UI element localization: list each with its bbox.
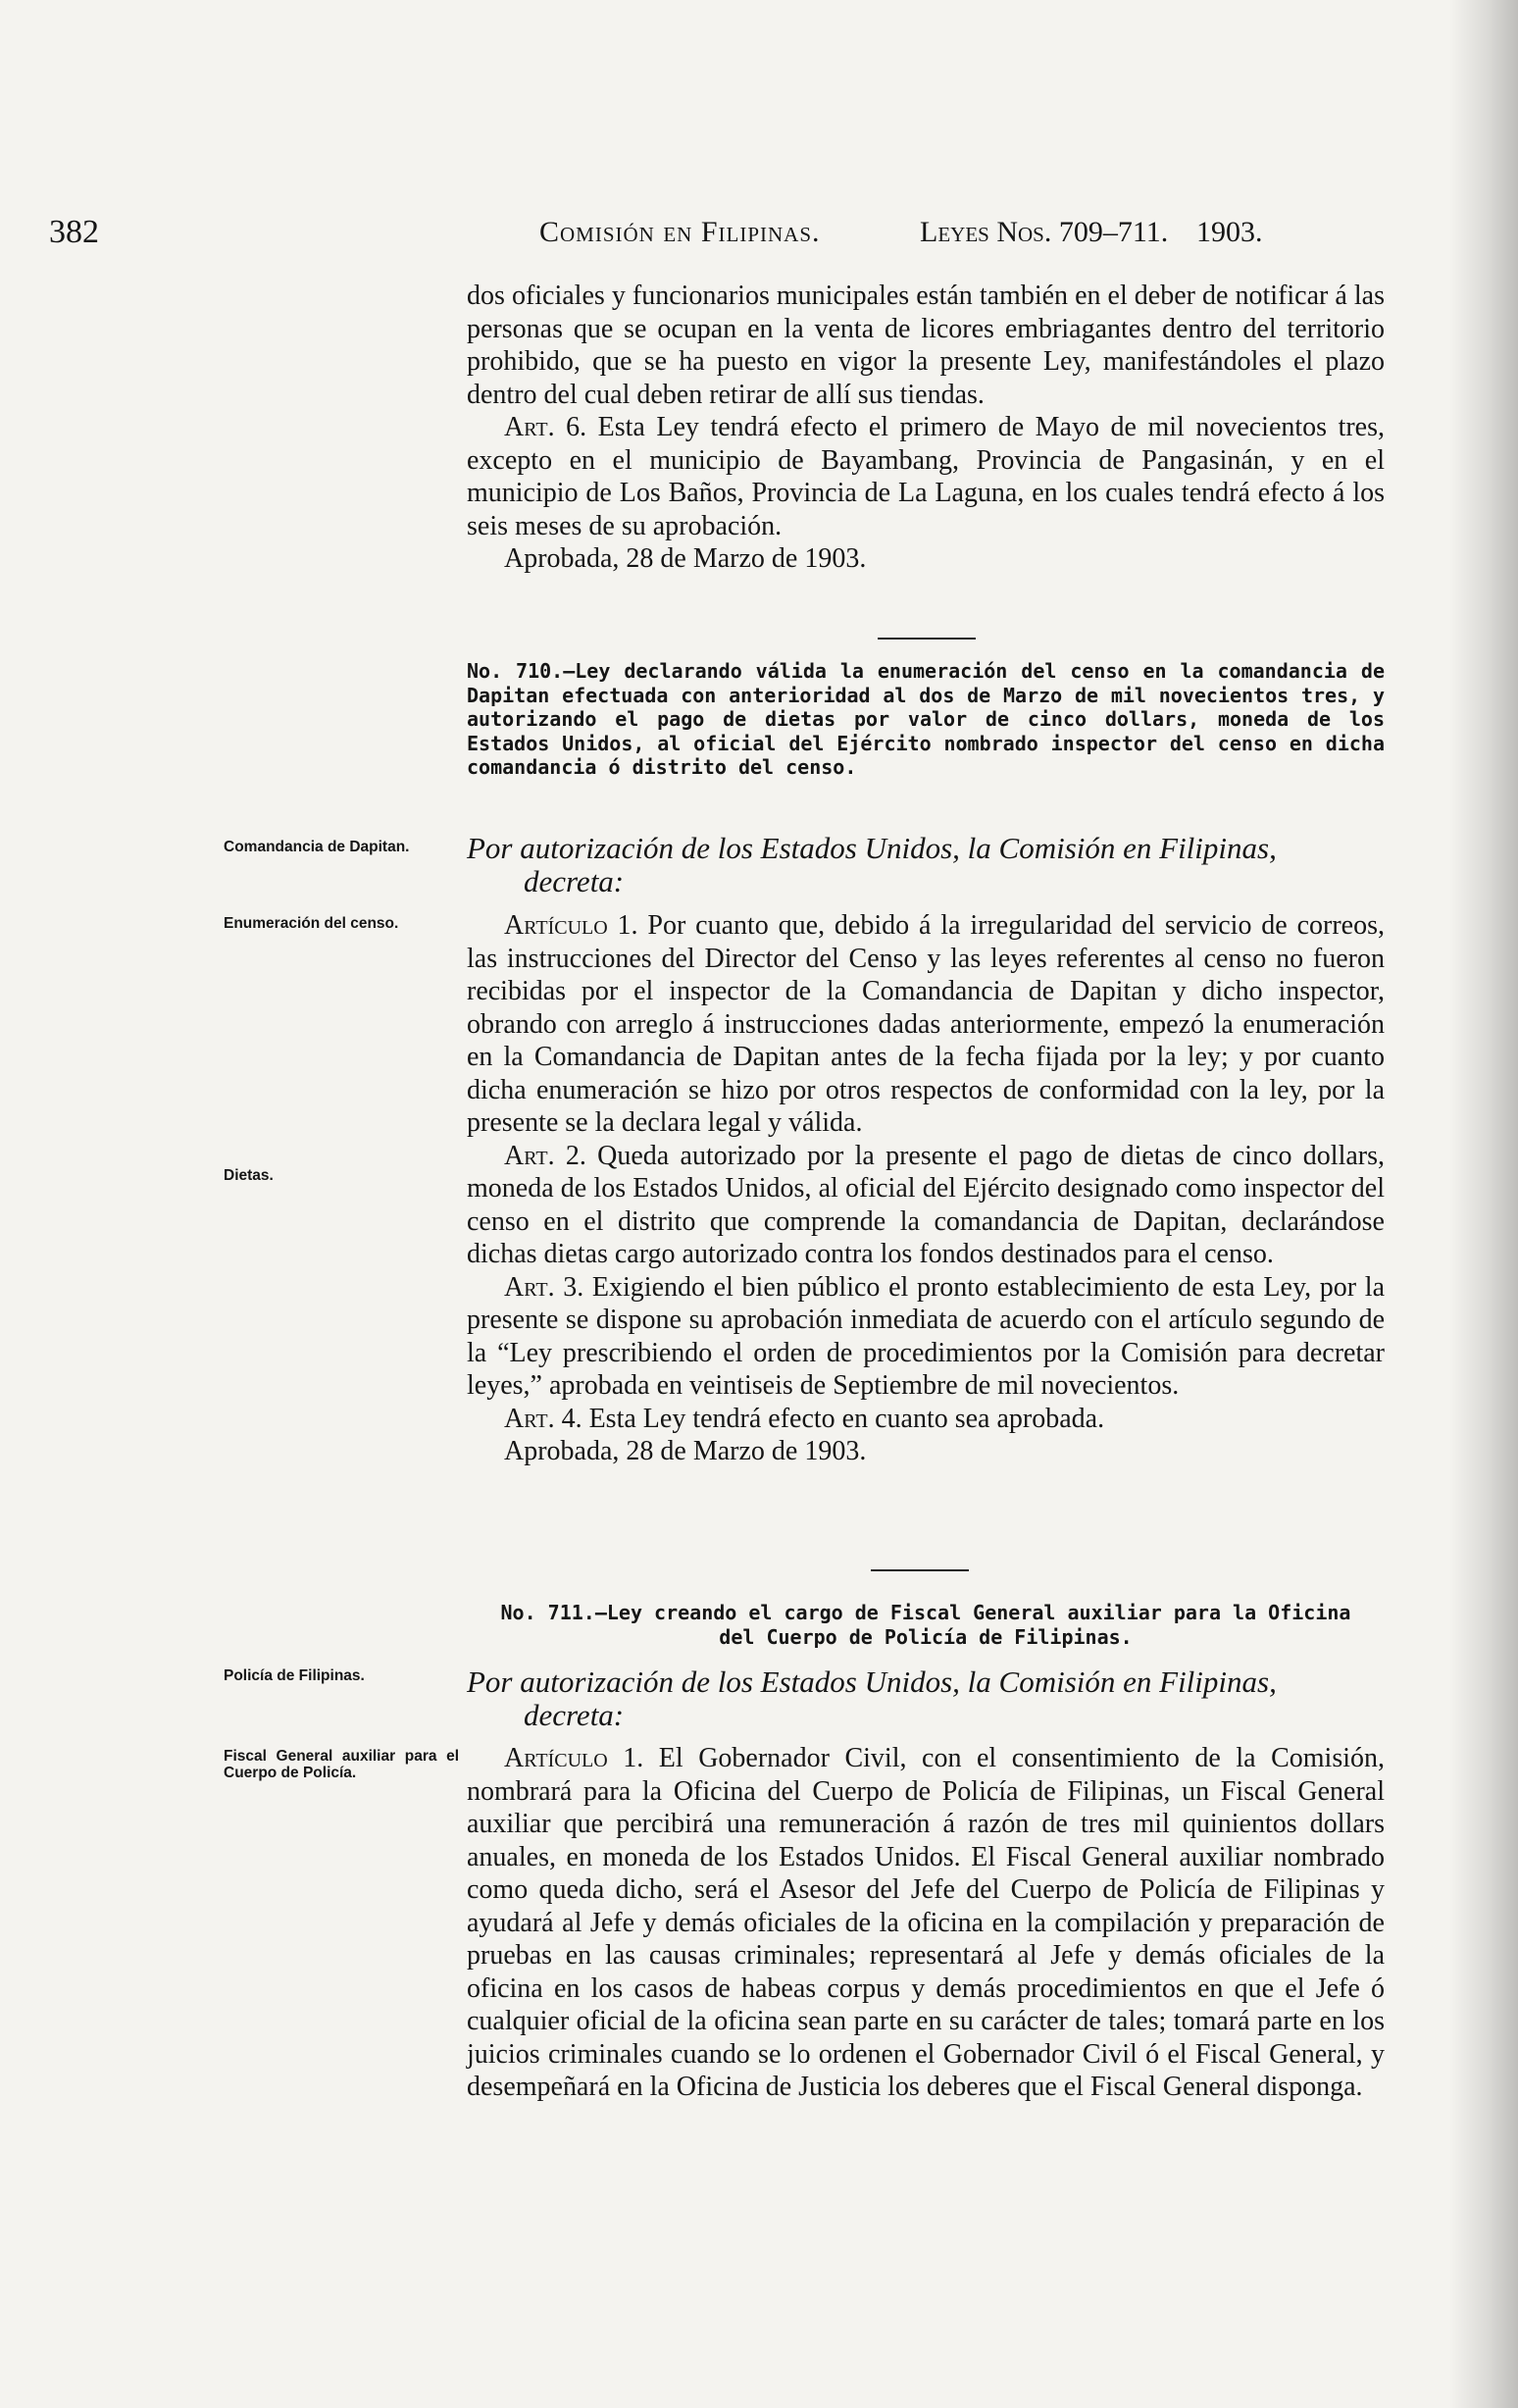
header-title: Comisión en Filipinas. bbox=[539, 216, 821, 248]
article-text: El Gobernador Civil, con el consentimiento de la Comisión, nombrará para la Oficina del Cuerpo de Policía de Filipinas, un Fiscal General auxiliar que percibirá una remuneración á razón de tres mil quinientos dollars anuales, en moneda de los Estados Unidos. El Fiscal General auxiliar nombrado como queda dicho, será el Asesor del Jefe del Cuerpo de Policía de Filipinas y ayudará al Jefe y demás oficiales de la oficina en la compilación y preparación de pruebas en las causas criminales; representará al Jefe y demás oficiales de la oficina en los casos de habeas corpus y demás procedimientos en que el Jefe ó cualquier oficial de la oficina sean parte en su carácter de tales; tomará parte en los juicios criminales cuando se lo ordenen el Gobernador Civil ó el Fiscal General, y desempeñará en la Oficina de Justicia los deberes que el Fiscal General disponga. bbox=[467, 1743, 1385, 2102]
law-711-heading bbox=[467, 1601, 1385, 1649]
margin-note-enumeracion: Enumeración del censo. bbox=[224, 915, 399, 932]
article-label: Art. 2. bbox=[504, 1140, 586, 1171]
law-710-heading bbox=[467, 659, 1385, 780]
law-711-heading-line-2: del Cuerpo de Policía de Filipinas. bbox=[719, 1624, 1133, 1649]
law-710-approved: Aprobada, 28 de Marzo de 1903. bbox=[504, 1436, 867, 1466]
header-year: 1903. bbox=[1196, 216, 1263, 248]
margin-note-dietas: Dietas. bbox=[224, 1167, 274, 1184]
law-710-article-1 bbox=[467, 909, 1385, 1140]
article-label: Art. 6. bbox=[504, 412, 587, 442]
law-710-body bbox=[467, 909, 1385, 1468]
section-divider bbox=[878, 638, 976, 640]
law-710-heading-text: No. 710.—Ley declarando válida la enumeración del censo en la comandancia de Dapitan efectuada con anterioridad al dos de Marzo de mil novecientos tres, y autorizando el pago de dietas por valor de cinco dollars, moneda de los Estados Unidos, al oficial del Ejército nombrado inspector del censo en dicha comandancia ó distrito del censo. bbox=[467, 659, 1385, 779]
running-header bbox=[49, 206, 1324, 255]
decree-line-2: decreta: bbox=[524, 1698, 625, 1732]
law-710-article-3 bbox=[467, 1271, 1385, 1403]
law-711-article-1 bbox=[467, 1742, 1385, 2104]
page-edge-shadow bbox=[1449, 0, 1518, 2408]
law-710-article-2 bbox=[467, 1140, 1385, 1271]
intro-paragraph: dos oficiales y funcionarios municipales están también en el deber de notificar á las personas que se ocupan en la venta de licores embriagantes dentro del territorio prohibido, que se ha puesto en vigor la presente Ley, manifestándoles el plazo dentro del cual deben retirar de allí sus tiendas. bbox=[467, 281, 1385, 410]
decree-line-1: Por autorización de los Estados Unidos, la Comisión en Filipinas, bbox=[467, 831, 1277, 865]
article-text: Esta Ley tendrá efecto en cuanto sea aprobada. bbox=[582, 1403, 1105, 1434]
article-text: Por cuanto que, debido á la irregularidad del servicio de correos, las instrucciones del Director del Censo y las leyes referentes al censo no fueron recibidas por el inspector de la Comandancia de Dapitan y dicho inspector, obrando con arreglo á instrucciones dadas anteriormente, empezó la enumeración en la Comandancia de Dapitan antes de la fecha fijada por la ley; y por cuanto dicha enumeración se hizo por otros respectos de conformidad con la ley, por la presente se la declara legal y válida. bbox=[467, 910, 1385, 1138]
article-text: Esta Ley tendrá efecto el primero de Mayo de mil novecientos tres, excepto en el municipio de Bayambang, Provincia de Pangasinán, y en el municipio de Los Baños, Provincia de La Laguna, en los cuales tendrá efecto á los seis meses de su aprobación. bbox=[467, 412, 1386, 541]
section-divider bbox=[871, 1569, 969, 1571]
law-711-decree bbox=[467, 1665, 1408, 1732]
article-text: Queda autorizado por la presente el pago de dietas de cinco dollars, moneda de los Estados Unidos, al oficial del Ejército designado como inspector del censo en el distrito que comprende la comandancia de Dapitan, declarándose dichas dietas cargo autorizado contra los fondos destinados para el censo. bbox=[467, 1140, 1386, 1269]
margin-note-policia: Policía de Filipinas. bbox=[224, 1667, 365, 1684]
article-text: Exigiendo el bien público el pronto establecimiento de esta Ley, por la presente se dispone su aprobación inmediata de acuerdo con el artículo segundo de la “Ley prescribiendo el orden de procedimientos por la Comisión para decretar leyes,” aprobada en veintiseis de Septiembre de mil novecientos. bbox=[467, 1271, 1385, 1401]
header-laws: Leyes Nos. 709–711. bbox=[920, 216, 1169, 248]
margin-note-comandancia: Comandancia de Dapitan. bbox=[224, 839, 410, 855]
law-711-body bbox=[467, 1742, 1385, 2104]
decree-line-2: decreta: bbox=[524, 864, 625, 898]
article-label: Art. 4. bbox=[504, 1403, 582, 1434]
intro-article-6 bbox=[467, 411, 1385, 542]
intro-section bbox=[467, 280, 1385, 576]
article-label: Artículo 1. bbox=[504, 910, 638, 941]
page-number: 382 bbox=[49, 214, 99, 250]
law-711-heading-line-1: No. 711.—Ley creando el cargo de Fiscal General auxiliar para la Oficina bbox=[500, 1601, 1351, 1624]
margin-note-fiscal: Fiscal General auxiliar para el Cuerpo de Policía. bbox=[224, 1748, 459, 1781]
intro-approved: Aprobada, 28 de Marzo de 1903. bbox=[504, 543, 867, 574]
law-710-article-4 bbox=[467, 1403, 1385, 1436]
law-710-decree bbox=[467, 832, 1408, 898]
article-label: Artículo 1. bbox=[504, 1743, 644, 1773]
article-label: Art. 3. bbox=[504, 1271, 584, 1303]
decree-line-1: Por autorización de los Estados Unidos, la Comisión en Filipinas, bbox=[467, 1665, 1277, 1699]
